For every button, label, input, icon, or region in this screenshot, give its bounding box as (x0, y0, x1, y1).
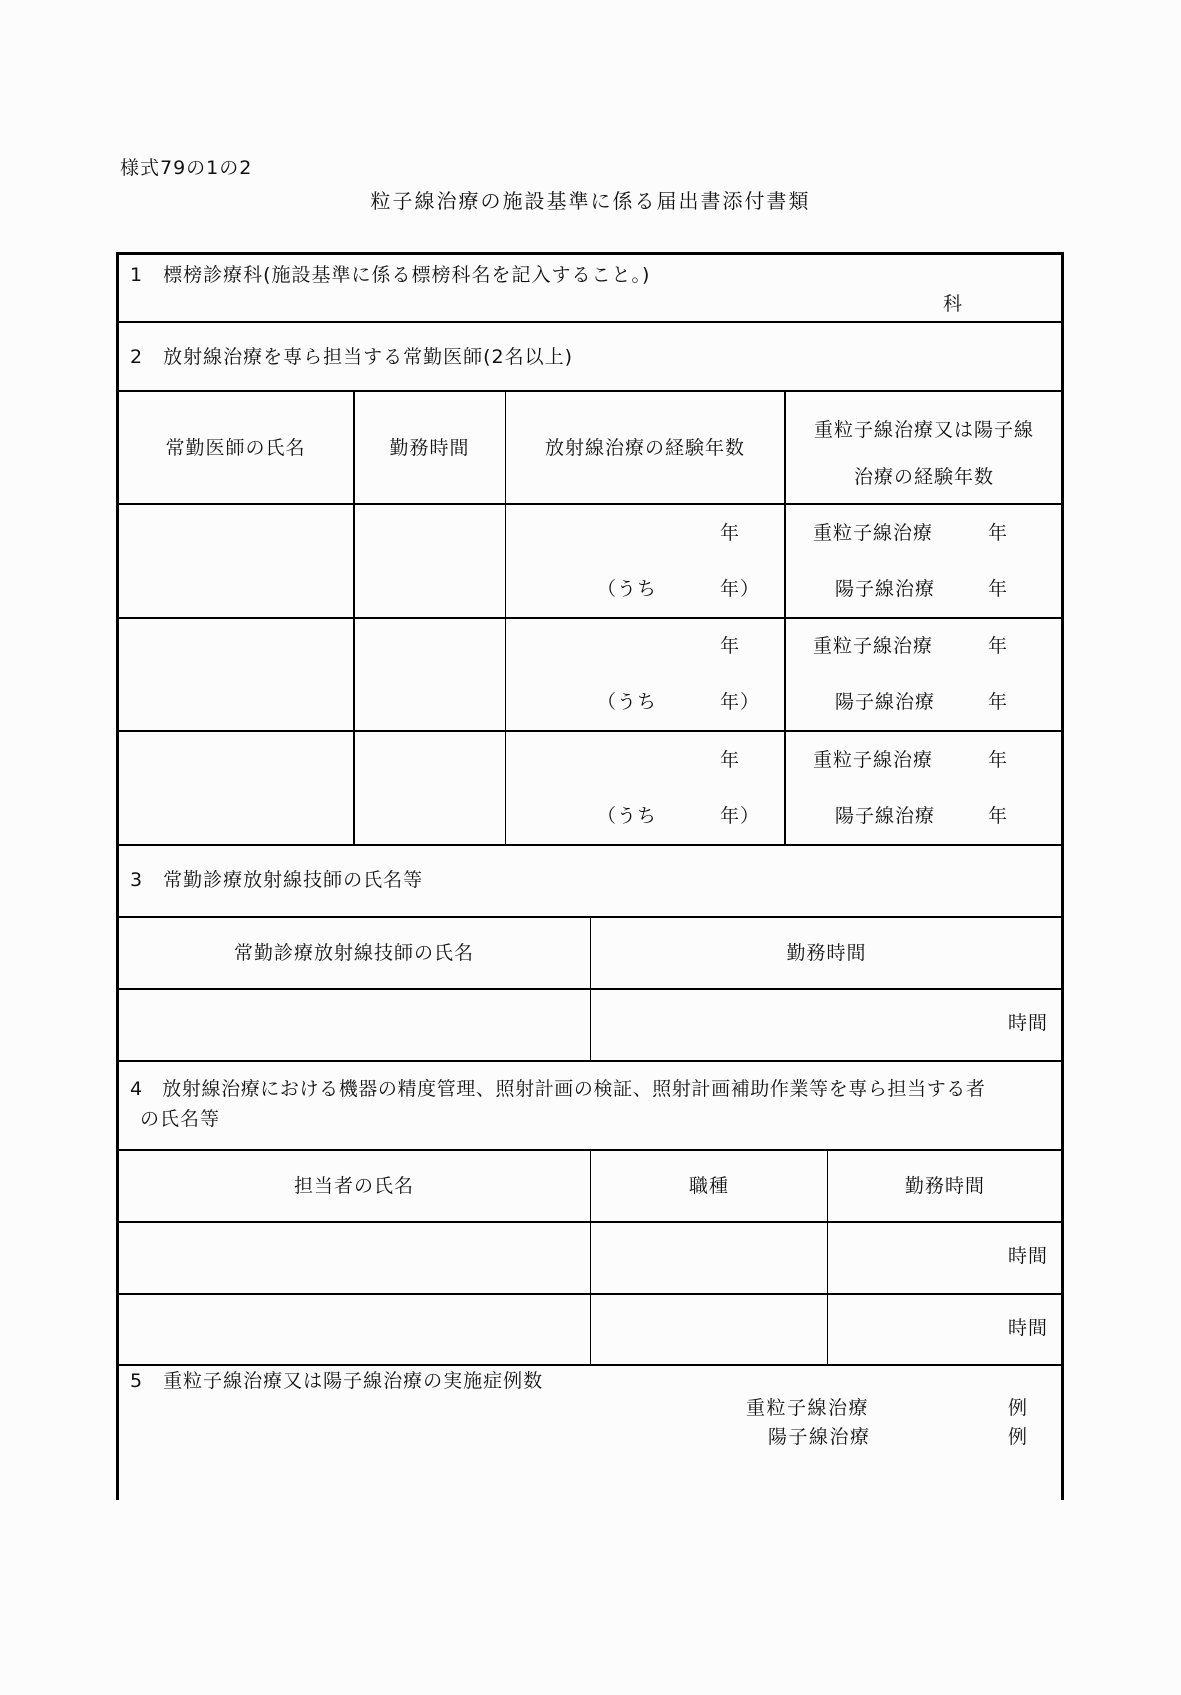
section-4-heading-line2: の氏名等 (140, 1108, 221, 1130)
heavy-ion-label: 重粒子線治療 (813, 522, 934, 544)
divider (118, 1293, 1062, 1295)
proton-case-count-input[interactable] (880, 1424, 1000, 1450)
of-which-open: （うち (597, 805, 658, 827)
doctor-name-input[interactable] (120, 620, 350, 730)
work-hours-input[interactable] (356, 733, 502, 843)
of-which-close: 年） (720, 578, 761, 600)
divider (118, 730, 1062, 732)
heavy-ion-case-unit: 例 (1008, 1397, 1029, 1419)
doctor-name-input[interactable] (120, 506, 350, 616)
heavy-ion-label: 重粒子線治療 (813, 635, 934, 657)
years-unit: 年 (720, 749, 741, 771)
years-unit: 年 (720, 522, 741, 544)
section-3-heading: 3 常勤診療放射線技師の氏名等 (130, 869, 424, 891)
column-header-technologist-name: 常勤診療放射線技師の氏名 (233, 942, 474, 964)
column-header-particle-years-line2: 治療の経験年数 (853, 466, 994, 488)
department-input[interactable] (140, 288, 940, 318)
years-unit: 年 (720, 635, 741, 657)
of-which-open: （うち (597, 691, 658, 713)
section-4-heading-line1: 4 放射線治療における機器の精度管理、照射計画の検証、照射計画補助作業等を専ら担当する者 (130, 1078, 986, 1100)
divider (118, 988, 1062, 990)
work-hours-input[interactable] (830, 1296, 995, 1363)
hours-unit: 時間 (1008, 1012, 1049, 1034)
proton-unit: 年 (988, 691, 1009, 713)
work-hours-input[interactable] (356, 506, 502, 616)
column-header-work-hours: 勤務時間 (904, 1175, 985, 1197)
document-title: 粒子線治療の施設基準に係る届出書添付書類 (370, 189, 811, 213)
heavy-ion-unit: 年 (988, 749, 1009, 771)
staff-name-input[interactable] (120, 1296, 588, 1363)
column-header-work-hours: 勤務時間 (786, 942, 867, 964)
form-code: 様式79の1の2 (120, 157, 253, 179)
frame-top-border (116, 252, 1064, 255)
divider (118, 617, 1062, 619)
work-hours-input[interactable] (830, 1224, 995, 1292)
of-which-open: （うち (597, 578, 658, 600)
column-header-particle-years-line1: 重粒子線治療又は陽子線 (813, 419, 1034, 441)
heavy-ion-unit: 年 (988, 635, 1009, 657)
divider (118, 1060, 1062, 1062)
proton-label: 陽子線治療 (835, 578, 936, 600)
divider (118, 1364, 1062, 1366)
section-5-heading: 5 重粒子線治療又は陽子線治療の実施症例数 (130, 1370, 544, 1392)
column-header-radiotherapy-years: 放射線治療の経験年数 (544, 437, 745, 459)
proton-case-label: 陽子線治療 (768, 1426, 871, 1448)
hours-unit: 時間 (1008, 1245, 1049, 1267)
of-which-close: 年） (720, 805, 761, 827)
column-header-doctor-name: 常勤医師の氏名 (165, 437, 306, 459)
doctor-name-input[interactable] (120, 733, 350, 843)
divider (118, 844, 1062, 846)
proton-label: 陽子線治療 (835, 691, 936, 713)
heavy-ion-label: 重粒子線治療 (813, 749, 934, 771)
section-2-heading: 2 放射線治療を専ら担当する常勤医師(2名以上) (130, 346, 574, 368)
heavy-ion-case-count-input[interactable] (880, 1395, 1000, 1421)
divider (118, 1221, 1062, 1223)
column-header-staff-name: 担当者の氏名 (293, 1175, 414, 1197)
work-hours-input[interactable] (593, 991, 993, 1059)
work-hours-input[interactable] (356, 620, 502, 730)
heavy-ion-unit: 年 (988, 522, 1009, 544)
job-type-input[interactable] (593, 1224, 825, 1292)
proton-unit: 年 (988, 578, 1009, 600)
job-type-input[interactable] (593, 1296, 825, 1363)
heavy-ion-case-label: 重粒子線治療 (746, 1397, 870, 1419)
proton-label: 陽子線治療 (835, 805, 936, 827)
section-1-heading: 1 標榜診療科(施設基準に係る標榜科名を記入すること。) (130, 264, 651, 286)
column-header-job-type: 職種 (688, 1175, 729, 1197)
of-which-close: 年） (720, 691, 761, 713)
staff-name-input[interactable] (120, 1224, 588, 1292)
proton-unit: 年 (988, 805, 1009, 827)
hours-unit: 時間 (1008, 1317, 1049, 1339)
divider (118, 321, 1062, 323)
proton-case-unit: 例 (1008, 1426, 1029, 1448)
column-header-work-hours: 勤務時間 (389, 437, 470, 459)
department-suffix: 科 (943, 293, 964, 315)
divider (118, 503, 1062, 505)
technologist-name-input[interactable] (120, 991, 588, 1059)
